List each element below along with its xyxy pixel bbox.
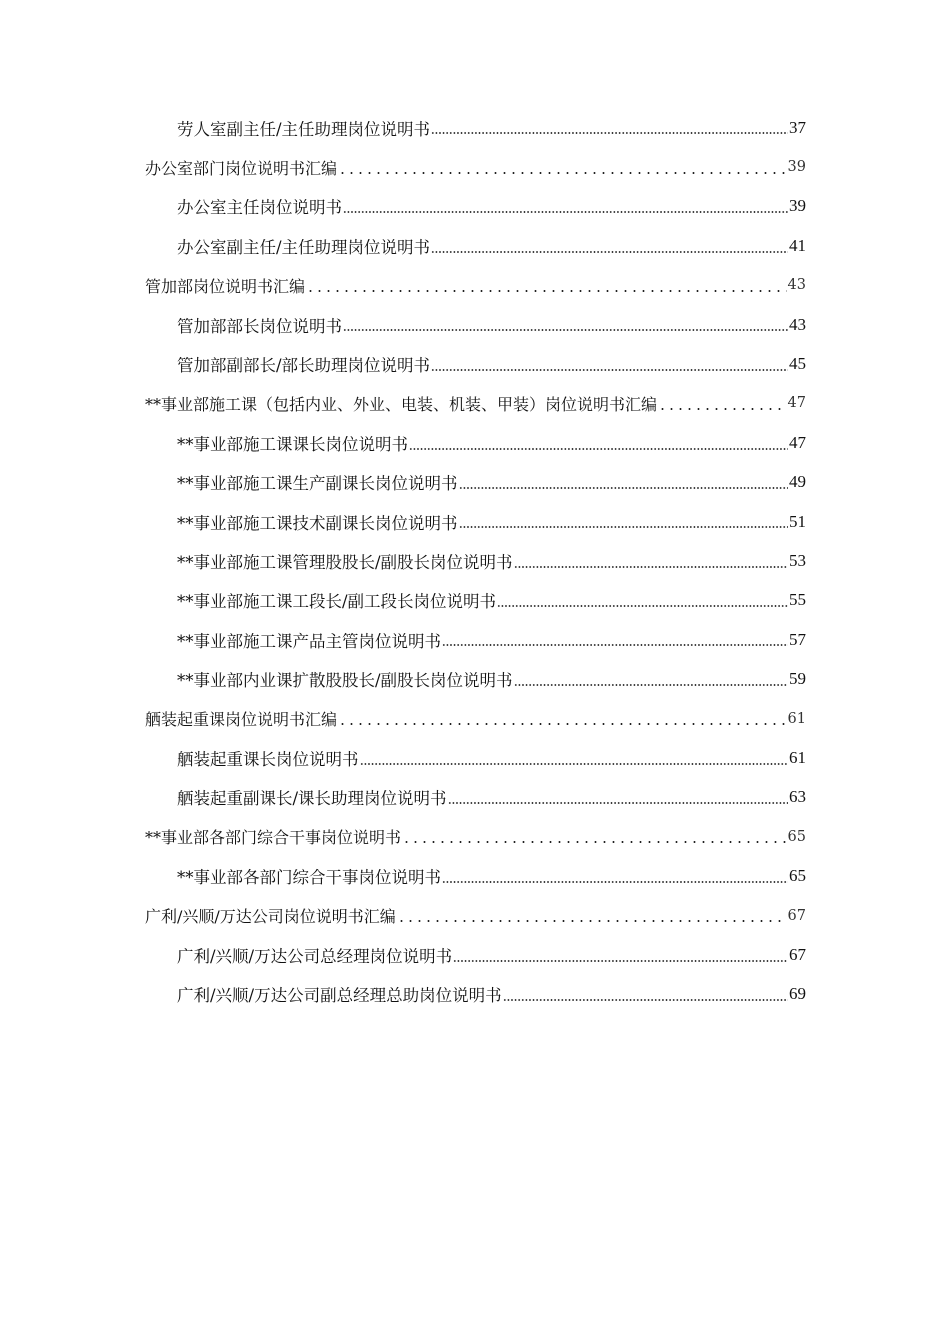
toc-entry-title: 管加部副部长/部长助理岗位说明书 <box>177 356 431 376</box>
toc-entry-title: **事业部施工课管理股股长/副股长岗位说明书 <box>177 552 513 572</box>
toc-leader-dots <box>514 566 788 568</box>
toc-entry[interactable] <box>0 581 950 620</box>
toc-leader-dots <box>453 960 788 962</box>
toc-section-title: **事业部各部门综合干事岗位说明书 <box>145 828 402 848</box>
toc-entry[interactable] <box>0 778 950 817</box>
toc-page-number: 47 <box>787 395 806 412</box>
toc-page-number: 45 <box>789 354 806 374</box>
toc-page-number: 65 <box>787 828 806 845</box>
table-of-contents <box>0 108 950 1014</box>
toc-page-number: 49 <box>789 472 806 492</box>
toc-entry[interactable] <box>0 463 950 502</box>
toc-entry[interactable] <box>0 975 950 1014</box>
toc-page-number: 47 <box>789 432 806 452</box>
toc-entry[interactable] <box>0 502 950 541</box>
toc-page-number: 55 <box>789 590 806 610</box>
toc-leader-dots <box>402 841 787 843</box>
toc-leader-dots <box>343 211 788 213</box>
toc-leader-dots <box>306 290 787 292</box>
toc-entry-title: 广利/兴顺/万达公司总经理岗位说明书 <box>177 946 453 966</box>
toc-leader-dots <box>448 802 788 804</box>
toc-leader-dots <box>431 132 788 134</box>
toc-page-number: 67 <box>787 907 806 924</box>
toc-page-number: 61 <box>789 747 806 767</box>
toc-section-entry[interactable] <box>0 147 950 186</box>
toc-entry[interactable] <box>0 305 950 344</box>
toc-page-number: 63 <box>789 787 806 807</box>
toc-page-number: 65 <box>789 866 806 886</box>
toc-leader-dots <box>503 999 788 1001</box>
toc-entry-title: 办公室主任岗位说明书 <box>177 198 342 218</box>
toc-entry[interactable] <box>0 659 950 698</box>
toc-page-number: 43 <box>789 314 806 334</box>
toc-page-number: 43 <box>787 277 806 294</box>
toc-entry[interactable] <box>0 187 950 226</box>
toc-entry[interactable] <box>0 108 950 147</box>
toc-page-number: 53 <box>789 550 806 570</box>
toc-leader-dots <box>431 251 788 253</box>
toc-page-number: 57 <box>789 629 806 649</box>
toc-leader-dots <box>338 172 787 174</box>
toc-leader-dots <box>497 605 788 607</box>
toc-section-entry[interactable] <box>0 896 950 935</box>
toc-leader-dots <box>442 881 788 883</box>
toc-entry-title: **事业部施工课生产副课长岗位说明书 <box>177 474 458 494</box>
toc-page-number: 37 <box>789 117 806 137</box>
toc-entry-title: **事业部施工课产品主管岗位说明书 <box>177 631 441 651</box>
toc-entry-title: 广利/兴顺/万达公司副总经理总助岗位说明书 <box>177 986 502 1006</box>
toc-leader-dots <box>338 723 787 725</box>
toc-page-number: 41 <box>789 235 806 255</box>
toc-entry-title: **事业部各部门综合干事岗位说明书 <box>177 868 441 888</box>
toc-entry-title: **事业部施工课技术副课长岗位说明书 <box>177 513 458 533</box>
toc-leader-dots <box>397 920 787 922</box>
toc-entry-title: 办公室副主任/主任助理岗位说明书 <box>177 237 431 257</box>
toc-section-entry[interactable] <box>0 384 950 423</box>
toc-entry[interactable] <box>0 226 950 265</box>
toc-leader-dots <box>459 526 789 528</box>
toc-leader-dots <box>514 684 788 686</box>
toc-entry-title: **事业部内业课扩散股股长/副股长岗位说明书 <box>177 671 513 691</box>
toc-entry[interactable] <box>0 620 950 659</box>
toc-page-number: 61 <box>787 710 806 727</box>
toc-page-number: 59 <box>789 669 806 689</box>
toc-entry-title: 舾装起重课长岗位说明书 <box>177 749 359 769</box>
toc-leader-dots <box>658 408 787 410</box>
toc-entry-title: **事业部施工课课长岗位说明书 <box>177 434 408 454</box>
toc-section-title: 广利/兴顺/万达公司岗位说明书汇编 <box>145 907 396 926</box>
toc-section-title: 管加部岗位说明书汇编 <box>145 276 306 296</box>
toc-entry[interactable] <box>0 935 950 974</box>
toc-entry-title: 劳人室副主任/主任助理岗位说明书 <box>177 119 431 139</box>
toc-leader-dots <box>360 763 789 765</box>
toc-leader-dots <box>459 487 789 489</box>
toc-page-number: 39 <box>787 159 806 176</box>
toc-entry-title: **事业部施工课工段长/副工段长岗位说明书 <box>177 592 497 612</box>
toc-section-title: 办公室部门岗位说明书汇编 <box>145 158 338 178</box>
toc-leader-dots <box>431 369 788 371</box>
toc-section-entry[interactable] <box>0 817 950 856</box>
toc-entry[interactable] <box>0 541 950 580</box>
toc-page-number: 67 <box>789 944 806 964</box>
toc-section-entry[interactable] <box>0 699 950 738</box>
toc-page-number: 39 <box>789 196 806 216</box>
toc-leader-dots <box>409 448 788 450</box>
toc-page-number: 51 <box>789 511 806 531</box>
toc-entry[interactable] <box>0 344 950 383</box>
toc-entry[interactable] <box>0 738 950 777</box>
toc-page-number: 69 <box>789 984 806 1004</box>
toc-entry[interactable] <box>0 856 950 895</box>
toc-entry-title: 舾装起重副课长/课长助理岗位说明书 <box>177 789 447 809</box>
toc-section-title: **事业部施工课（包括内业、外业、电装、机装、甲装）岗位说明书汇编 <box>145 394 658 414</box>
toc-entry[interactable] <box>0 423 950 462</box>
toc-section-entry[interactable] <box>0 266 950 305</box>
toc-section-title: 舾装起重课岗位说明书汇编 <box>145 710 338 730</box>
toc-leader-dots <box>343 329 788 331</box>
toc-leader-dots <box>442 644 788 646</box>
toc-entry-title: 管加部部长岗位说明书 <box>177 316 342 336</box>
